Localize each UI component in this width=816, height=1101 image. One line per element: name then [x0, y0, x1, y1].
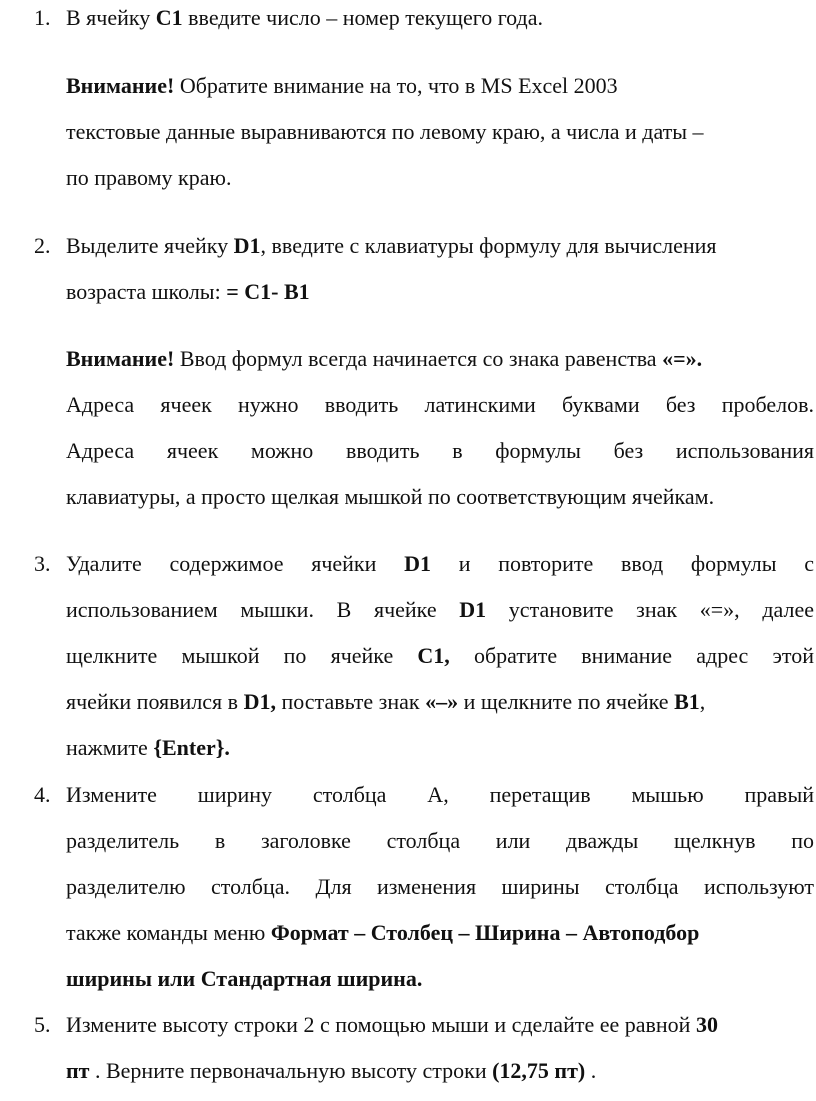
text-segment: Обратите внимание на то, что в MS Excel 2003 [174, 73, 618, 98]
text-segment: по правому краю. [66, 165, 232, 190]
bold-segment: D1 [233, 233, 261, 258]
bold-segment: «–» [425, 689, 459, 714]
text-segment: клавиатуры, а просто щелкая мышкой по соответствующим ячейкам. [66, 484, 715, 509]
item-1-number: 1. [34, 5, 51, 30]
text-segment: текстовые данные выравниваются по левому краю, а числа и даты – [66, 119, 704, 144]
bold-segment: (12,75 пт) [492, 1058, 586, 1083]
bold-segment: 30 [695, 1012, 718, 1037]
item-3-line-2 [66, 596, 814, 624]
item-4-number: 4. [34, 782, 51, 807]
bold-segment: С1, [417, 643, 450, 668]
item-1-note-line-3 [66, 164, 231, 192]
item-3-line-4 [66, 688, 705, 716]
text-segment: разделителю столбца. Для изменения ширины столбца используют [66, 874, 814, 899]
text-segment: , введите с клавиатуры формулу для вычисления [260, 233, 717, 258]
bold-segment: Формат – Столбец – Ширина – Автоподбор [270, 920, 700, 945]
bold-segment: ширины или Стандартная ширина. [66, 966, 423, 991]
text-segment: обратите внимание адрес этой [449, 643, 814, 668]
item-3-line-1 [66, 550, 814, 578]
item-2-number: 2. [34, 233, 51, 258]
item-2-note-line-3 [66, 437, 814, 465]
text-segment: Адреса ячеек можно вводить в формулы без использования [66, 438, 814, 463]
item-3-line-3 [66, 642, 814, 670]
text-segment: щелкните мышкой по ячейке [66, 643, 418, 668]
item-3-number: 3. [34, 551, 51, 576]
text-segment: возраста школы: [66, 279, 227, 304]
bold-segment: = C1- B1 [226, 279, 310, 304]
item-3-line-5 [66, 734, 230, 762]
text-segment: введите число – номер текущего года. [182, 5, 543, 30]
item-2-line-1 [66, 232, 717, 260]
text-segment: В ячейку [66, 5, 156, 30]
item-4-line-5 [66, 965, 422, 993]
item-2-note-line-1 [66, 345, 702, 373]
text-segment: и щелкните по ячейке [458, 689, 675, 714]
bold-segment: {Enter}. [153, 735, 230, 760]
text-segment: и повторите ввод формулы с [431, 551, 814, 576]
text-segment: установите знак «=», далее [486, 597, 814, 622]
text-segment: поставьте знак [275, 689, 426, 714]
bold-segment: пт [66, 1058, 90, 1083]
bold-segment: «=». [662, 346, 703, 371]
text-segment: Выделите ячейку [66, 233, 234, 258]
text-segment: разделитель в заголовке столбца или дважды щелкнув по [66, 828, 814, 853]
item-4-line-1 [66, 781, 814, 809]
bold-segment: В1 [674, 689, 700, 714]
item-5-line-2 [66, 1057, 596, 1085]
text-segment: Удалите содержимое ячейки [66, 551, 405, 576]
item-4-line-2 [66, 827, 814, 855]
bold-segment: D1 [459, 597, 487, 622]
bold-segment: С1 [155, 5, 183, 30]
item-5-number: 5. [34, 1012, 51, 1037]
item-5-line-1 [66, 1011, 718, 1039]
text-segment: Измените высоту строки 2 с помощью мыши и сделайте ее равной [66, 1012, 696, 1037]
item-1-note-line-2 [66, 118, 704, 146]
item-2-line-2 [66, 278, 310, 306]
bold-segment: Внимание! [66, 73, 175, 98]
text-segment: Измените ширину столбца А, перетащив мышью правый [66, 782, 814, 807]
item-1-line-1 [66, 4, 543, 32]
text-segment: Адреса ячеек нужно вводить латинскими буквами без пробелов. [66, 392, 814, 417]
bold-segment: D1 [404, 551, 431, 576]
text-segment: . [585, 1058, 597, 1083]
text-segment: нажмите [66, 735, 154, 760]
text-segment: также команды меню [66, 920, 271, 945]
item-1-note-line-1 [66, 72, 618, 100]
item-2-note-line-4 [66, 483, 714, 511]
text-segment: . Верните первоначальную высоту строки [89, 1058, 493, 1083]
text-segment: , [699, 689, 706, 714]
item-4-line-4 [66, 919, 699, 947]
text-segment: ячейки появился в [66, 689, 244, 714]
bold-segment: Внимание! [66, 346, 175, 371]
text-segment: использованием мышки. В ячейке [66, 597, 460, 622]
bold-segment: D1, [243, 689, 276, 714]
item-4-line-3 [66, 873, 814, 901]
text-segment: Ввод формул всегда начинается со знака равенства [174, 346, 663, 371]
item-2-note-line-2 [66, 391, 814, 419]
